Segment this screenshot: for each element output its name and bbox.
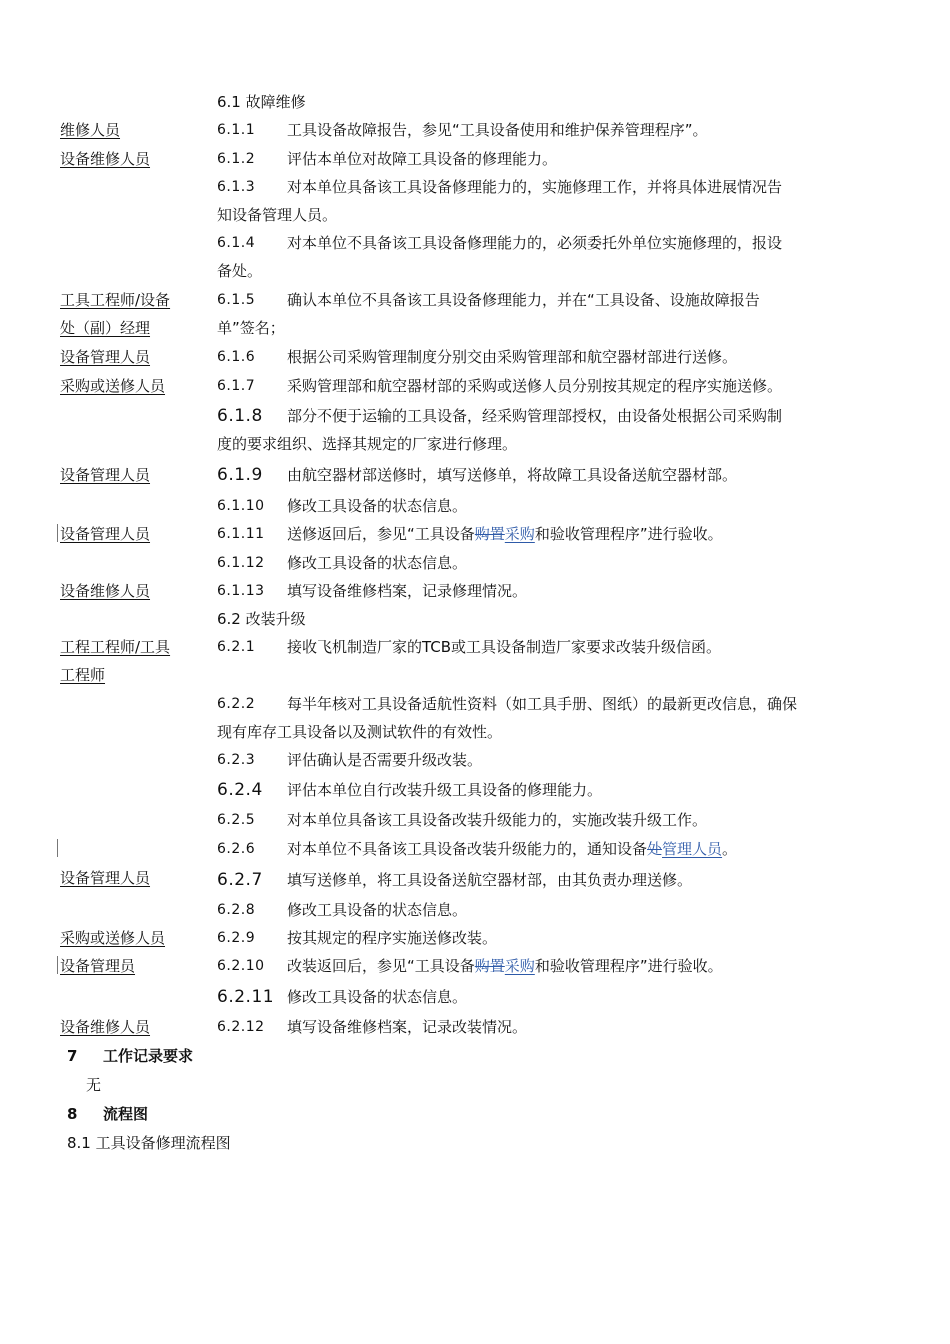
item-number: 6.2.1 [217,639,256,655]
item-number: 6.1.7 [217,378,256,394]
item-number: 6.2.6 [217,841,256,857]
role-label: 设备管理人员 [60,466,151,484]
item-text: 对本单位具备该工具设备修理能力的，实施修理工作，并将具体进展情况告 知设备管理人员。 [217,178,783,224]
item-text: 修改工具设备的状态信息。 [287,497,468,515]
item-number: 6.2.8 [217,902,256,918]
item-number: 6.2.7 [217,870,263,890]
role-label: 设备管理人员 [60,869,151,887]
role-label: 设备维修人员 [60,582,151,600]
role-label: 设备维修人员 [60,1018,151,1036]
item-number: 6.1.3 [217,179,256,195]
item-text: 填写送修单，将工具设备送航空器材部，由其负责办理送修。 [287,871,693,889]
section-heading-8: 8 流程图 [67,1105,149,1123]
item-number: 6.1.8 [217,406,263,426]
section-heading-6-1: 6.1 故障维修 [217,93,306,111]
deleted-text: 购置 [474,525,505,543]
section-8-1-title: 8.1 工具设备修理流程图 [67,1134,231,1152]
item-number: 6.1.1 [217,122,256,138]
role-label: 工程工程师/工具 工程师 [60,638,171,684]
item-text: 修改工具设备的状态信息。 [287,901,468,919]
item-number: 6.1.11 [217,526,265,542]
item-text: 确认本单位不具备该工具设备修理能力，并在“工具设备、设施故障报告 单”签名； [217,291,760,337]
inserted-text: 管理人员 [662,840,723,858]
item-text: 接收飞机制造厂家的TCB或工具设备制造厂家要求改装升级信函。 [287,638,722,656]
item-text: 修改工具设备的状态信息。 [287,554,468,572]
item-number: 6.2.3 [217,752,256,768]
role-label: 采购或送修人员 [60,377,166,395]
item-text: 按其规定的程序实施送修改装。 [287,929,498,947]
section-7-body: 无 [86,1076,102,1094]
section-heading-7: 7 工作记录要求 [67,1047,194,1065]
item-number: 6.1.5 [217,292,256,308]
item-number: 6.2.9 [217,930,256,946]
item-text: 评估本单位自行改装升级工具设备的修理能力。 [287,781,603,799]
item-text: 填写设备维修档案，记录修理情况。 [287,582,528,600]
item-text: 送修返回后，参见“工具设备购置采购和验收管理程序”进行验收。 [287,525,723,543]
deleted-text: 处 [647,840,663,858]
item-text: 对本单位具备该工具设备改装升级能力的，实施改装升级工作。 [287,811,708,829]
revision-bar [57,839,58,857]
item-number: 6.2.11 [217,987,275,1007]
role-label: 设备管理人员 [60,525,151,543]
item-number: 6.2.2 [217,696,256,712]
item-number: 6.2.4 [217,780,263,800]
item-number: 6.1.12 [217,555,265,571]
inserted-text: 采购 [504,957,535,975]
role-label: 采购或送修人员 [60,929,166,947]
role-label: 设备维修人员 [60,150,151,168]
item-number: 6.2.5 [217,812,256,828]
item-number: 6.1.10 [217,498,265,514]
item-text: 评估本单位对故障工具设备的修理能力。 [287,150,558,168]
revision-bar [57,524,58,542]
role-label: 维修人员 [60,121,121,139]
revision-bar [57,956,58,974]
item-text: 工具设备故障报告，参见“工具设备使用和维护保养管理程序”。 [287,121,708,139]
item-text: 每半年核对工具设备适航性资料（如工具手册、图纸）的最新更改信息，确保 现有库存工具设备以及测试软件的有效性。 [217,695,798,741]
section-heading-6-2: 6.2 改装升级 [217,610,306,628]
item-text: 根据公司采购管理制度分别交由采购管理部和航空器材部进行送修。 [287,348,738,366]
item-text: 由航空器材部送修时，填写送修单，将故障工具设备送航空器材部。 [287,466,738,484]
item-text: 改装返回后，参见“工具设备购置采购和验收管理程序”进行验收。 [287,957,723,975]
role-label: 工具工程师/设备 处（副）经理 [60,291,171,337]
item-number: 6.2.10 [217,958,265,974]
item-text: 填写设备维修档案，记录改装情况。 [287,1018,528,1036]
role-label: 设备管理人员 [60,348,151,366]
inserted-text: 采购 [504,525,535,543]
item-text: 评估确认是否需要升级改装。 [287,751,483,769]
item-number: 6.1.9 [217,465,263,485]
role-label: 设备管理员 [60,957,136,975]
item-number: 6.1.2 [217,151,256,167]
item-text: 修改工具设备的状态信息。 [287,988,468,1006]
item-text: 对本单位不具备该工具设备修理能力的，必须委托外单位实施修理的，报设 备处。 [217,234,783,280]
item-number: 6.1.6 [217,349,256,365]
item-text: 部分不便于运输的工具设备，经采购管理部授权，由设备处根据公司采购制 度的要求组织、选择其规定的厂家进行修理。 [217,407,783,453]
item-number: 6.1.13 [217,583,265,599]
item-number: 6.1.4 [217,235,256,251]
item-number: 6.2.12 [217,1019,265,1035]
item-text: 对本单位不具备该工具设备改装升级能力的，通知设备处管理人员。 [287,840,738,858]
deleted-text: 购置 [474,957,505,975]
item-text: 采购管理部和航空器材部的采购或送修人员分别按其规定的程序实施送修。 [287,377,783,395]
